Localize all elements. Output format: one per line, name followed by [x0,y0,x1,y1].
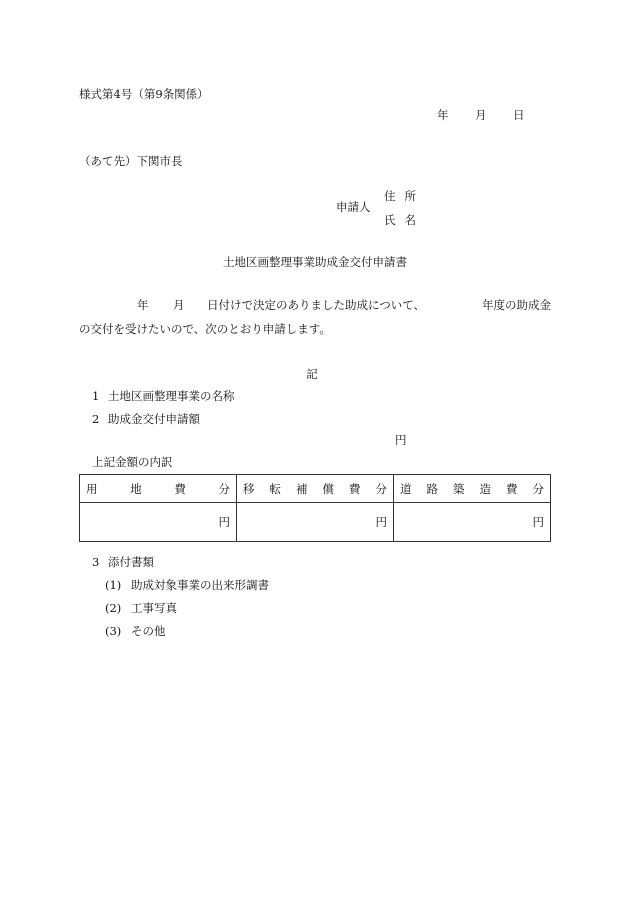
table-header-row [80,475,551,503]
attachment-1-text: 助成対象事業の出来形調書 [131,578,269,592]
attachment-3-number: (3) [105,624,122,638]
address-label: 住所 [384,189,425,203]
date-day-label: 日 [513,108,525,122]
body-year: 年 [137,298,149,312]
item-1-label: 土地区画整理事業の名称 [108,389,235,403]
date-month-label: 月 [475,108,487,122]
document-title: 土地区画整理事業助成金交付申請書 [223,255,407,269]
amount-unit: 円 [395,433,407,447]
body-month: 月 [173,298,185,312]
name-label: 氏名 [384,213,425,227]
attachment-3-text: その他 [131,624,166,638]
table-amount-row [80,503,551,542]
header-land-cost: 用 地 費 分 [80,475,237,503]
attachment-3 [105,623,166,639]
date-year-label: 年 [437,108,449,122]
header-relocation-compensation: 移 転 補 償 費 分 [237,475,394,503]
attachment-2-number: (2) [105,601,122,615]
attachment-1-number: (1) [105,578,122,592]
body-line-1 [79,297,551,313]
item-1 [92,388,235,404]
form-number: 様式第4号（第9条関係） [79,87,209,101]
item-3 [92,554,154,570]
item-2-number: 2 [92,412,100,426]
amount-land-cost: 円 [80,503,237,542]
attachment-1 [105,577,269,593]
attachment-2-text: 工事写真 [131,601,177,615]
amount-road-construction: 円 [394,503,551,542]
body-text-2: 年度の助成金 [482,298,551,312]
ki-heading: 記 [306,367,318,381]
amount-relocation-compensation: 円 [237,503,394,542]
body-line-2: の交付を受けたいので、次のとおり申請します。 [79,322,331,336]
body-text-1: 日付けで決定のありました助成について、 [207,298,426,312]
attachment-2 [105,600,177,616]
applicant-label: 申請人 [336,200,371,214]
item-2-label: 助成金交付申請額 [108,412,200,426]
item-1-number: 1 [92,389,100,403]
breakdown-table [79,474,551,542]
item-3-label: 添付書類 [108,555,154,569]
item-2 [92,411,200,427]
addressee: （あて先）下関市長 [79,154,183,168]
header-road-construction: 道 路 築 造 費 分 [394,475,551,503]
breakdown-label: 上記金額の内訳 [92,455,173,469]
item-3-number: 3 [92,555,100,569]
date-field [437,107,525,123]
